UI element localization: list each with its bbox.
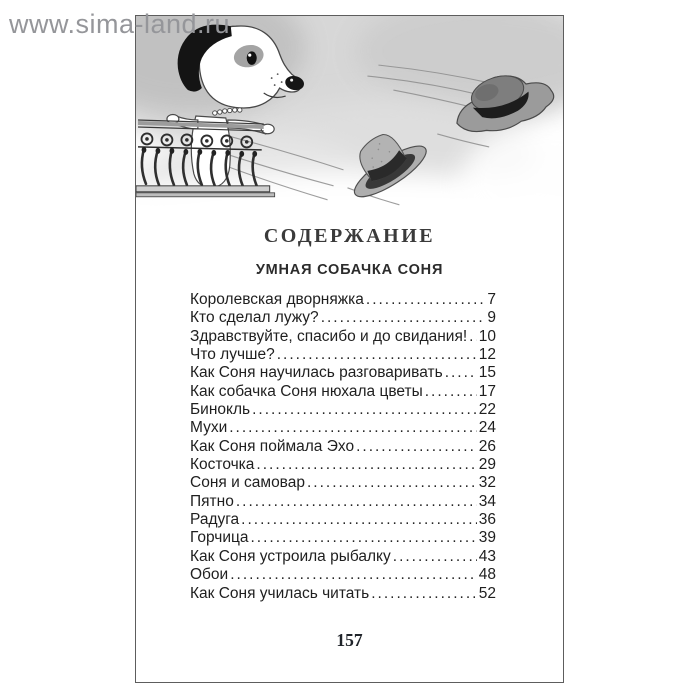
toc-leader-dots	[230, 566, 477, 584]
toc-entry-title: Как собачка Соня нюхала цветы	[190, 382, 423, 400]
toc-entry-title: Горчица	[190, 529, 249, 547]
toc-row	[190, 456, 496, 474]
toc-leader-dots	[236, 493, 477, 511]
toc-row	[190, 328, 496, 346]
toc-leader-dots	[277, 346, 477, 364]
toc-entry-page: 32	[478, 474, 496, 492]
toc-leader-dots	[229, 419, 477, 437]
toc-row	[190, 511, 496, 529]
toc-leader-dots	[445, 364, 477, 382]
toc-entry-page: 24	[478, 419, 496, 437]
toc-entry-title: Косточка	[190, 456, 255, 474]
toc-entry-page: 9	[487, 309, 496, 327]
toc-row	[190, 438, 496, 456]
toc-leader-dots	[251, 529, 477, 547]
toc-entry-title: Кто сделал лужу?	[190, 309, 319, 327]
toc-leader-dots	[256, 456, 476, 474]
toc-entry-title: Как Соня научилась разговаривать	[190, 364, 443, 382]
toc-entry-title: Как Соня поймала Эхо	[190, 437, 355, 455]
toc-leader-dots	[425, 383, 477, 401]
illustration-dog-and-flying-hats	[136, 16, 563, 209]
toc-leader-dots	[371, 585, 477, 603]
book-page	[135, 15, 564, 683]
toc-leader-dots	[366, 291, 485, 309]
toc-entry-title: Соня и самовар	[190, 474, 305, 492]
toc-entry-page: 10	[478, 327, 496, 345]
toc-entry-page: 34	[478, 492, 496, 510]
toc-row	[190, 291, 496, 309]
toc-entry-title: Мухи	[190, 419, 228, 437]
toc-row	[190, 585, 496, 603]
toc-entry-page: 52	[478, 584, 496, 602]
contents-title: СОДЕРЖАНИЕ	[263, 225, 436, 247]
toc-entry-page: 43	[478, 547, 496, 565]
toc-row	[190, 364, 496, 382]
toc-entry-page: 7	[487, 291, 496, 308]
toc-row	[190, 548, 496, 566]
toc-row	[190, 529, 496, 547]
toc-row	[190, 419, 496, 437]
toc-entry-title: Обои	[190, 566, 229, 584]
toc-row	[190, 474, 496, 492]
toc-leader-dots	[469, 328, 477, 346]
toc-entry-title: Королевская дворняжка	[190, 291, 364, 308]
toc-row	[190, 493, 496, 511]
toc-leader-dots	[393, 548, 477, 566]
toc-entry-page: 36	[478, 511, 496, 529]
toc-leader-dots	[307, 474, 477, 492]
toc-entry-page: 39	[478, 529, 496, 547]
toc-row	[190, 401, 496, 419]
toc-row	[190, 346, 496, 364]
book-title: УМНАЯ СОБАЧКА СОНЯ	[255, 262, 444, 278]
toc-entry-page: 48	[478, 566, 496, 584]
toc-entry-title: Как Соня училась читать	[190, 584, 370, 602]
toc-entry-page: 26	[478, 437, 496, 455]
toc-row	[190, 309, 496, 327]
toc-entry-page: 29	[478, 456, 496, 474]
toc-row	[190, 383, 496, 401]
toc-leader-dots	[241, 511, 477, 529]
toc-entry-title: Здравствуйте, спасибо и до свидания!	[190, 327, 468, 345]
toc-entry-title: Что лучше?	[190, 346, 275, 364]
toc-row	[190, 566, 496, 584]
toc-leader-dots	[252, 401, 477, 419]
toc-entry-page: 22	[478, 401, 496, 419]
watermark-url: www.sima-land.ru	[9, 9, 231, 39]
toc-leader-dots	[321, 309, 486, 327]
toc-entry-page: 15	[478, 364, 496, 382]
page-number: 157	[336, 629, 363, 650]
toc-entry-title: Пятно	[190, 492, 234, 510]
toc-entry-page: 12	[478, 346, 496, 364]
toc-list	[190, 291, 496, 603]
toc-entry-title: Бинокль	[190, 401, 251, 419]
toc-entry-title: Радуга	[190, 511, 240, 529]
dog-eye	[247, 51, 257, 65]
toc-leader-dots	[356, 438, 477, 456]
toc-entry-title: Как Соня устроила рыбалку	[190, 547, 391, 565]
toc-entry-page: 17	[478, 382, 496, 400]
